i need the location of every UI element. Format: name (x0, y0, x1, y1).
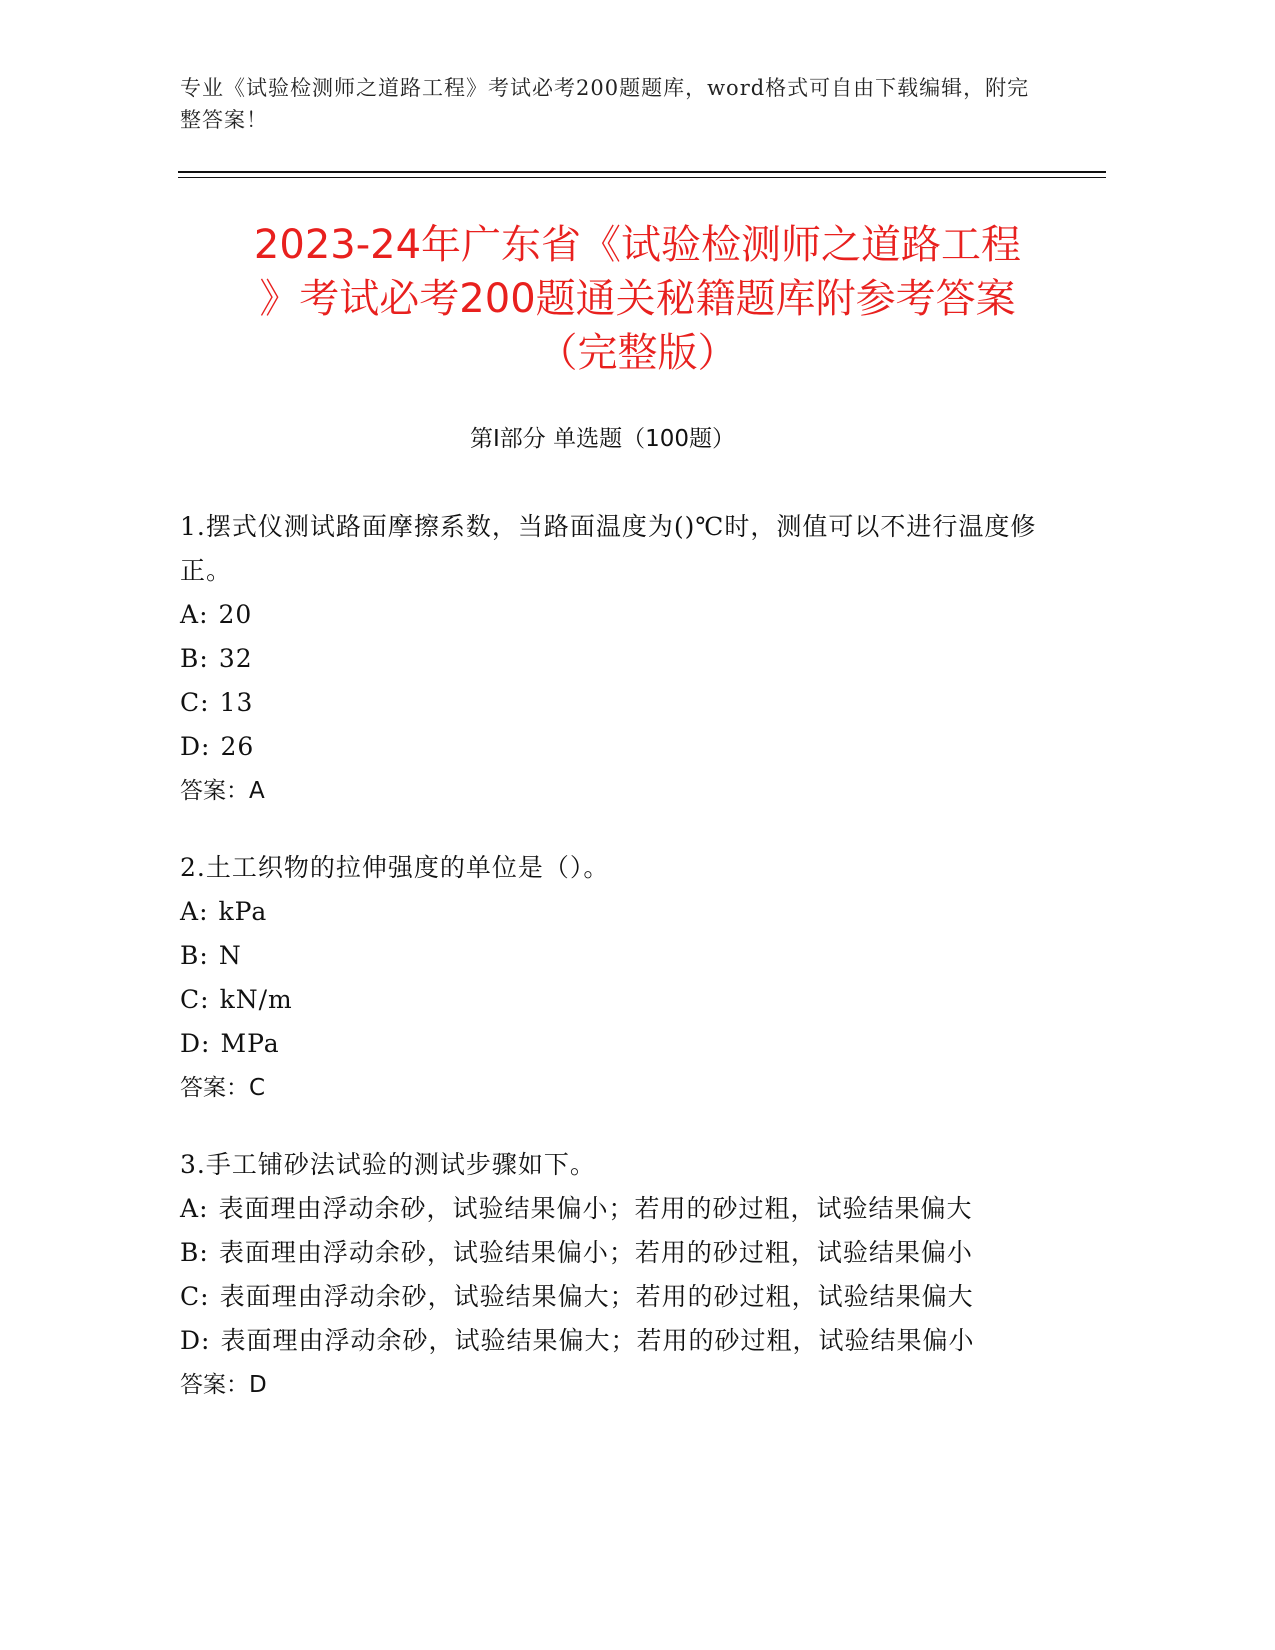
option-d: D: 26 (180, 725, 1060, 769)
option-a: A: 20 (180, 593, 1060, 637)
question-2 (180, 846, 1060, 1110)
option-key: A (180, 600, 200, 629)
answer-value: A (249, 778, 265, 804)
option-b: B: 32 (180, 637, 1060, 681)
answer-label: 答案： (180, 1372, 249, 1398)
document-title (150, 218, 1125, 380)
option-text: 32 (218, 644, 253, 673)
title-line-3: （完整版） (537, 330, 738, 376)
option-d: D: 表面理由浮动余砂，试验结果偏大；若用的砂过粗，试验结果偏小 (180, 1319, 1060, 1363)
title-line-2: 》考试必考200题通关秘籍题库附参考答案 (259, 276, 1016, 322)
option-key: B (180, 941, 200, 970)
title-line-1: 2023-24年广东省《试验检测师之道路工程 (253, 222, 1022, 268)
option-text: kN/m (219, 985, 293, 1014)
option-c: C: kN/m (180, 978, 1060, 1022)
option-key: C (180, 985, 201, 1014)
option-text: 表面理由浮动余砂，试验结果偏大；若用的砂过粗，试验结果偏小 (220, 1326, 975, 1355)
option-key: A (180, 897, 200, 926)
option-text: 13 (219, 688, 254, 717)
option-key: B (180, 644, 200, 673)
option-text: kPa (218, 897, 268, 926)
option-text: 表面理由浮动余砂，试验结果偏小；若用的砂过粗，试验结果偏小 (218, 1238, 973, 1267)
option-text: 表面理由浮动余砂，试验结果偏小；若用的砂过粗，试验结果偏大 (218, 1194, 973, 1223)
answer-line (180, 1363, 1060, 1407)
option-key: D (180, 1326, 202, 1355)
header-rule-thin (178, 177, 1106, 178)
option-c: C: 表面理由浮动余砂，试验结果偏大；若用的砂过粗，试验结果偏大 (180, 1275, 1060, 1319)
question-3 (180, 1143, 1060, 1407)
option-text: 表面理由浮动余砂，试验结果偏大；若用的砂过粗，试验结果偏大 (219, 1282, 974, 1311)
question-stem: 1.摆式仪测试路面摩擦系数，当路面温度为()℃时，测值可以不进行温度修正。 (180, 512, 1037, 585)
option-key: C (180, 1282, 201, 1311)
option-key: D (180, 1029, 202, 1058)
option-text: MPa (220, 1029, 280, 1058)
question-stem: 2.土工织物的拉伸强度的单位是（）。 (180, 853, 610, 882)
question-list (180, 505, 1060, 1440)
option-d: D: MPa (180, 1022, 1060, 1066)
answer-label: 答案： (180, 1075, 249, 1101)
option-key: D (180, 732, 202, 761)
question-1 (180, 505, 1060, 813)
header-note: 专业《试验检测师之道路工程》考试必考200题题库，word格式可自由下载编辑，附完整答案！ (180, 76, 1030, 132)
option-b: B: 表面理由浮动余砂，试验结果偏小；若用的砂过粗，试验结果偏小 (180, 1231, 1060, 1275)
option-key: A (180, 1194, 200, 1223)
option-text: 20 (218, 600, 253, 629)
header-rule-thick (178, 171, 1106, 173)
answer-value: D (249, 1372, 267, 1398)
option-key: B (180, 1238, 200, 1267)
option-text: N (218, 941, 242, 970)
option-key: C (180, 688, 201, 717)
option-a: A: 表面理由浮动余砂，试验结果偏小；若用的砂过粗，试验结果偏大 (180, 1187, 1060, 1231)
answer-value: C (249, 1075, 266, 1101)
option-a: A: kPa (180, 890, 1060, 934)
answer-line (180, 769, 1060, 813)
option-c: C: 13 (180, 681, 1060, 725)
answer-line (180, 1066, 1060, 1110)
section-title: 第I部分 单选题（100题） (470, 426, 735, 452)
question-stem: 3.手工铺砂法试验的测试步骤如下。 (180, 1150, 596, 1179)
answer-label: 答案： (180, 778, 249, 804)
option-b: B: N (180, 934, 1060, 978)
option-text: 26 (220, 732, 255, 761)
